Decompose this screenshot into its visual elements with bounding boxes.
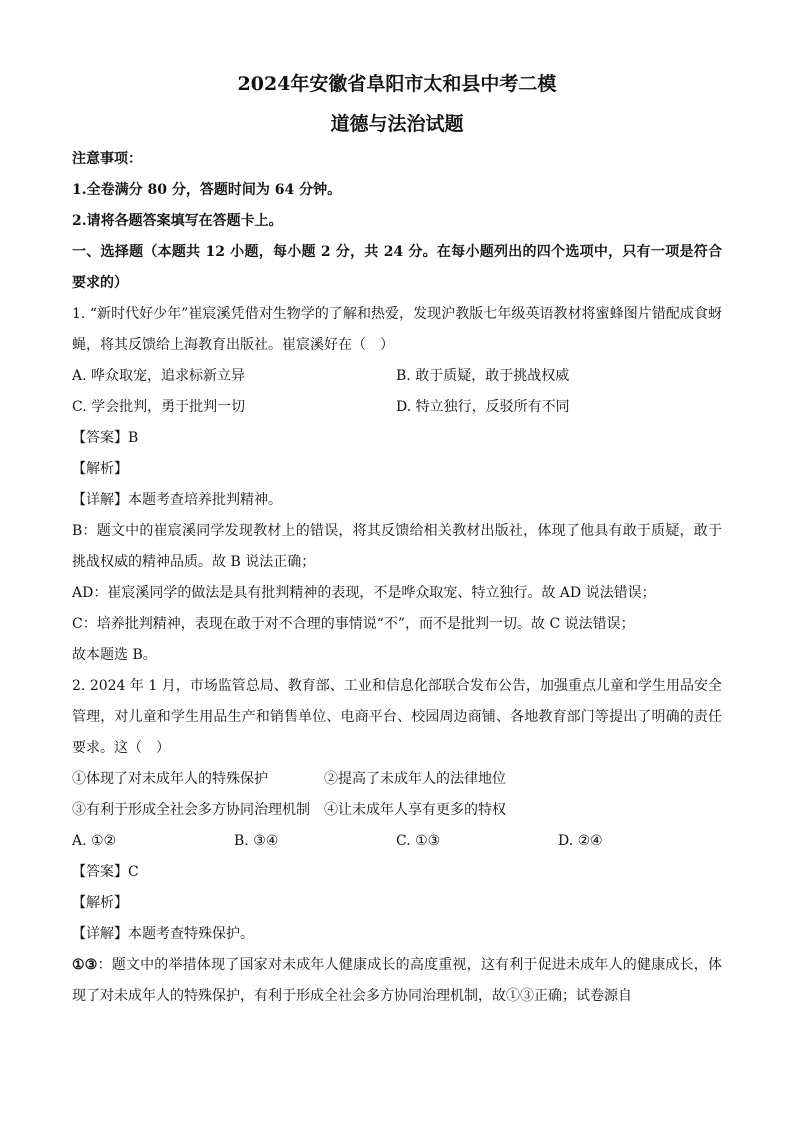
question-2-statement-2: ②提高了未成年人的法律地位 [324, 771, 506, 787]
question-1-option-b: B. 敢于质疑，敢于挑战权威 [396, 368, 570, 384]
question-2-statement-3: ③有利于形成全社会多方协同治理机制 [72, 802, 310, 818]
notice-item-2: 2.请将各题答案填写在答题卡上。 [72, 213, 283, 229]
answer-tag: 【答案】 [72, 864, 128, 880]
detail-tag: 【详解】 [72, 926, 128, 942]
answer-value: C [128, 864, 139, 880]
question-2-statements-row-2 [72, 795, 722, 826]
question-1-option-a: A. 哗众取宠，追求标新立异 [72, 368, 246, 384]
question-2-option-a: A. ①② [72, 833, 117, 849]
question-2-option-c: C. ①③ [396, 833, 441, 849]
explanation-lead: ①③ [72, 957, 98, 973]
detail-text: 本题考查特殊保护。 [128, 926, 254, 942]
question-1-explanation-c: C：培养批判精神，表现在敢于对不合理的事情说“不”，而不是批判一切。故 C 说法错误； [72, 616, 635, 632]
question-2-statements-row-1 [72, 764, 722, 795]
question-2-option-b: B. ③④ [234, 833, 279, 849]
notice-heading: 注意事项： [72, 151, 142, 167]
question-1-stem: 1. “新时代好少年”崔宸溪凭借对生物学的了解和热爱，发现沪教版七年级英语教材将蜜蜂图片错配成食蚜蝇，将其反馈给上海教育出版社。崔宸溪好在（ ） [72, 306, 722, 353]
explanation-text: ：题文中的举措体现了国家对未成年人健康成长的高度重视，这有利于促进未成年人的健康成长，体现了对未成年人的特殊保护，有利于形成全社会多方协同治理机制，故①③正确；试卷源自 [72, 957, 722, 1004]
question-1-analysis-tag: 【解析】 [72, 461, 128, 477]
exam-page [72, 70, 722, 1012]
question-2-stem: 2. 2024 年 1 月，市场监管总局、教育部、工业和信息化部联合发布公告，加强重点儿童和学生用品安全管理，对儿童和学生用品生产和销售单位、电商平台、校园周边商铺、各地教育部门等提出了明确的责任要求。这（ ） [72, 678, 722, 756]
answer-value: B [128, 430, 139, 446]
question-2-options [72, 826, 722, 857]
answer-tag: 【答案】 [72, 430, 128, 446]
question-2-explanation [72, 950, 722, 1012]
question-2-analysis-tag: 【解析】 [72, 895, 128, 911]
detail-text: 本题考查培养批判精神。 [128, 492, 282, 508]
question-2-option-d: D. ②④ [558, 833, 603, 849]
question-1-explanation-ad: AD：崔宸溪同学的做法是具有批判精神的表现，不是哗众取宠、特立独行。故 AD 说法错误； [72, 585, 656, 601]
exam-title: 2024年安徽省阜阳市太和县中考二模 [237, 73, 557, 95]
question-1-conclusion: 故本题选 B。 [72, 647, 157, 663]
question-1-detail [72, 485, 722, 516]
question-1-option-d: D. 特立独行，反驳所有不同 [396, 399, 570, 415]
question-1-option-c: C. 学会批判，勇于批判一切 [72, 399, 246, 415]
exam-subject: 道德与法治试题 [330, 113, 464, 135]
question-1-options-row-1 [72, 361, 722, 392]
question-2-statement-4: ④让未成年人享有更多的特权 [324, 802, 506, 818]
question-2-detail [72, 919, 722, 950]
question-2-statement-1: ①体现了对未成年人的特殊保护 [72, 771, 268, 787]
question-1-answer [72, 423, 722, 454]
section-heading: 一、选择题（本题共 12 小题，每小题 2 分，共 24 分。在每小题列出的四个选项中，只有一项是符合要求的） [72, 244, 722, 291]
question-2-answer [72, 857, 722, 888]
question-1-options-row-2 [72, 392, 722, 423]
question-1-explanation-b: B：题文中的崔宸溪同学发现教材上的错误，将其反馈给相关教材出版社，体现了他具有敢于质疑，敢于挑战权威的精神品质。故 B 说法正确； [72, 523, 722, 570]
detail-tag: 【详解】 [72, 492, 128, 508]
notice-item-1: 1.全卷满分 80 分，答题时间为 64 分钟。 [72, 182, 342, 198]
